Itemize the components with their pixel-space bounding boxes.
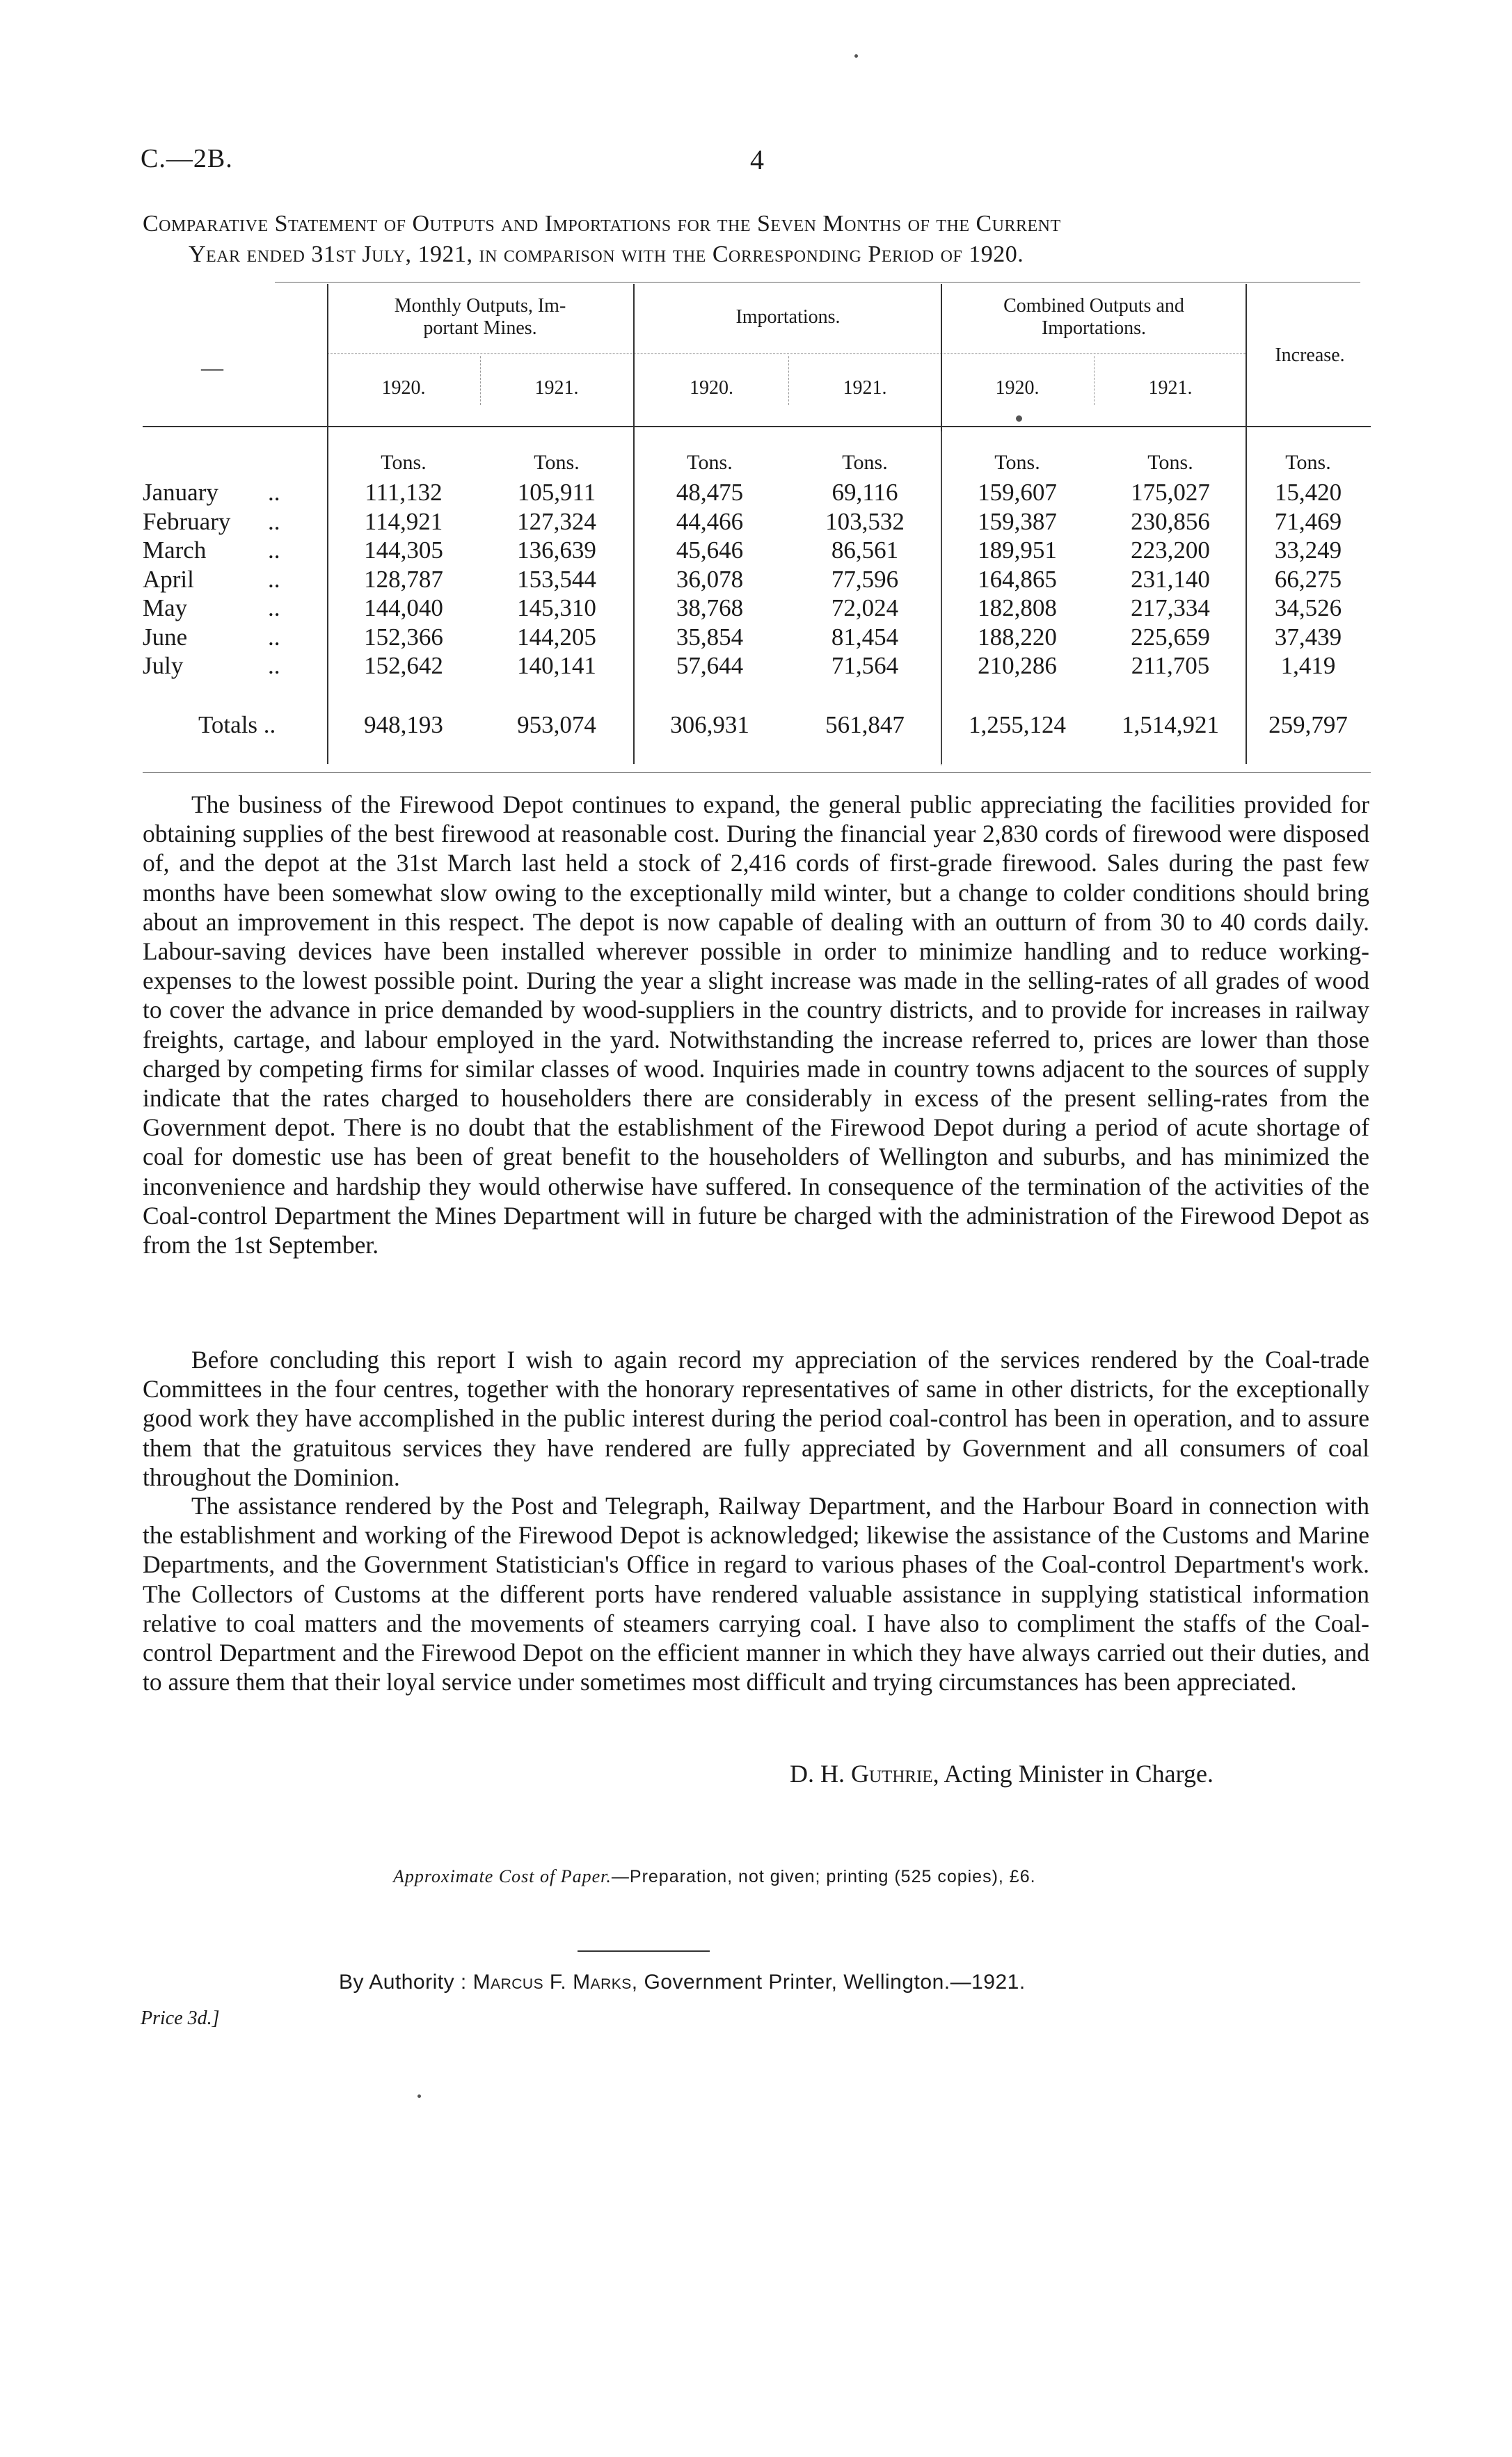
totals-cell: 561,847 [825, 711, 905, 738]
row-month: February [143, 507, 231, 535]
row-month: April [143, 565, 194, 593]
totals-cell: 953,074 [517, 711, 596, 738]
table-cell: 15,420 [1274, 479, 1342, 506]
table-cell: 144,205 [517, 623, 596, 651]
table-cell: 33,249 [1274, 536, 1342, 564]
table-title-line-2: Year ended 31st July, 1921, in comparison with the Corresponding Period of 1920. [189, 241, 1024, 267]
year-header: 1920. [381, 377, 426, 399]
year-divider-3 [1094, 356, 1095, 405]
row-month: May [143, 594, 188, 621]
table-cell: 175,027 [1131, 479, 1210, 506]
unit-label: Tons. [534, 451, 580, 474]
row-month: July [143, 652, 184, 679]
table-cell: 127,324 [517, 507, 596, 535]
table-cell: 188,220 [978, 623, 1057, 651]
page-number: 4 [750, 144, 764, 175]
table-bottom-rule [143, 772, 1371, 773]
table-cell: 153,544 [517, 565, 596, 593]
table-cell: 128,787 [364, 565, 443, 593]
table-cell: 1,419 [1280, 652, 1336, 679]
cost-note-label: Approximate Cost of Paper. [393, 1866, 612, 1886]
totals-cell: 306,931 [670, 711, 749, 738]
table-cell: 81,454 [831, 623, 899, 651]
group-sub-rule [327, 353, 1246, 354]
table-cell: 159,387 [978, 507, 1057, 535]
body-paragraph: Before concluding this report I wish to again record my appreciation of the services rendered by the Coal-trade Committees in the four centres, together with the honorary representatives of same in other districts, for the exceptionally good work they have accomplished in the public interest during the period coal-control has been in operation, and to assure them that the gratuitous services they have rendered are fully appreciated by Government and all consumers of coal throughout the Dominion. [143, 1346, 1369, 1491]
table-cell: 69,116 [831, 479, 898, 506]
printer-imprint [339, 1971, 1026, 1994]
unit-label: Tons. [1147, 451, 1193, 474]
totals-cell: 1,514,921 [1122, 711, 1219, 738]
table-cell: 105,911 [517, 479, 596, 506]
totals-cell: 948,193 [364, 711, 443, 738]
table-cell: 164,865 [978, 565, 1057, 593]
cost-note [393, 1866, 1036, 1887]
stub-header: — [201, 355, 223, 380]
signature-initials: D. H. [790, 1760, 845, 1788]
group-header-importations [637, 306, 939, 328]
year-header: 1920. [690, 377, 733, 399]
group-header-combined-line1: Combined Outputs and [1003, 295, 1184, 317]
table-cell: 86,561 [831, 536, 899, 564]
table-cell: 72,024 [831, 594, 899, 621]
print-speck [854, 54, 858, 58]
table-cell: 152,642 [364, 652, 443, 679]
signature-role: , Acting Minister in Charge. [932, 1760, 1213, 1788]
table-cell: 231,140 [1131, 565, 1210, 593]
table-cell: 66,275 [1274, 565, 1342, 593]
table-cell: 37,439 [1274, 623, 1342, 651]
imprint-suffix: , Government Printer, Wellington.—1921. [631, 1971, 1026, 1994]
table-cell: 159,607 [978, 479, 1057, 506]
table-cell: 57,644 [676, 652, 744, 679]
row-leader-dots: .. [268, 652, 280, 679]
table-cell: 189,951 [978, 536, 1057, 564]
year-header: 1921. [534, 377, 579, 399]
row-leader-dots: .. [268, 479, 280, 506]
table-cell: 114,921 [364, 507, 443, 535]
unit-label: Tons. [842, 451, 888, 474]
table-cell: 144,305 [364, 536, 443, 564]
unit-label: Tons. [994, 451, 1040, 474]
table-cell: 211,705 [1131, 652, 1210, 679]
table-cell: 210,286 [978, 652, 1057, 679]
unit-label: Tons. [687, 451, 733, 474]
totals-label: Totals .. [198, 711, 276, 738]
year-header: 1921. [843, 377, 887, 399]
unit-label: Tons. [1285, 451, 1331, 474]
year-header: 1920. [995, 377, 1040, 399]
table-cell: 44,466 [676, 507, 744, 535]
table-cell: 45,646 [676, 536, 744, 564]
group-header-outputs-line1: Monthly Outputs, Im- [394, 295, 566, 317]
table-cell: 223,200 [1131, 536, 1210, 564]
table-cell: 103,532 [825, 507, 905, 535]
table-cell: 225,659 [1131, 623, 1210, 651]
totals-cell: 1,255,124 [969, 711, 1066, 738]
table-title [143, 209, 1374, 270]
row-leader-dots: .. [268, 623, 280, 651]
table-cell: 217,334 [1131, 594, 1210, 621]
group-header-combined-line2: Importations. [1041, 317, 1147, 339]
unit-label: Tons. [381, 451, 427, 474]
imprint-printer: Marcus F. Marks [472, 1971, 632, 1994]
table-top-rule [275, 282, 1360, 283]
table-cell: 230,856 [1131, 507, 1210, 535]
group-header-outputs [331, 295, 630, 340]
group-header-outputs-line2: portant Mines. [423, 317, 537, 339]
table-cell: 71,469 [1274, 507, 1342, 535]
row-leader-dots: .. [268, 507, 280, 535]
imprint-prefix: By Authority : [339, 1971, 467, 1994]
increase-header: Increase. [1275, 344, 1345, 366]
print-speck [1016, 415, 1022, 422]
year-header: 1921. [1148, 377, 1193, 399]
totals-cell: 259,797 [1268, 711, 1348, 738]
year-divider-2 [788, 356, 789, 405]
table-cell: 111,132 [365, 479, 443, 506]
body-paragraph: The business of the Firewood Depot continues to expand, the general public appreciating the facilities provided for obtaining supplies of the best firewood at reasonable cost. During the financial year 2,830 cords of firewood were disposed of, and the depot at the 31st March last held a stock of 2,416 cords of first-grade firewood. Sales during the past few months have been somewhat slow owing to the exceptionally mild winter, but a change to colder conditions should bring about an improvement in this respect. The depot is now capable of dealing with an outturn of from 30 to 40 cords daily. Labour-saving devices have been installed wherever possible in order to minimize handling and to reduce working-expenses to the lowest possible point. During the year a slight increase was made in the selling-rates of all grades of wood to cover the advance in price demanded by wood-suppliers in the country districts, and to provide for increases in railway freights, cartage, and labour employed in the yard. Notwithstanding the increase referred to, prices are lower than those charged by competing firms for similar classes of wood. Inquiries made in country towns adjacent to the sources of supply indicate that the rates charged to householders there are considerably in excess of the present selling-rates from the Government depot. There is no doubt that the establishment of the Firewood Depot during a period of acute shortage of coal for domestic use has been of great benefit to the householders of Wellington and suburbs, and has minimized the inconvenience and hardship they would otherwise have suffered. In consequence of the termination of the activities of the Coal-control Department the Mines Department will in future be charged with the administration of the Firewood Depot as from the 1st September. [143, 790, 1369, 1259]
footer-rule [578, 1950, 710, 1952]
price-note: Price 3d.] [141, 2007, 220, 2029]
table-cell: 144,040 [364, 594, 443, 621]
table-cell: 71,564 [831, 652, 899, 679]
row-leader-dots: .. [268, 536, 280, 564]
table-title-line-1: Comparative Statement of Outputs and Importations for the Seven Months of the Current [143, 211, 1061, 237]
table-cell: 152,366 [364, 623, 443, 651]
table-cell: 136,639 [517, 536, 596, 564]
document-reference: C.—2B. [141, 144, 233, 173]
body-paragraph: The assistance rendered by the Post and Telegraph, Railway Department, and the Harbour Board in connection with the establishment and working of the Firewood Depot is acknowledged; likewise the assistance of the Customs and Marine Departments, and the Government Statistician's Office in regard to various phases of the Coal-control Department's work. The Collectors of Customs at the different ports have rendered valuable assistance in supplying statistical information relative to coal matters and the movements of steamers carrying coal. I have also to compliment the staffs of the Coal-control Department and the Firewood Depot on the efficient manner in which they have always carried out their duties, and to assure them that their loyal service under sometimes most difficult and trying circumstances has been appreciated. [143, 1492, 1369, 1696]
row-month: June [143, 623, 188, 651]
signature-line [790, 1759, 1213, 1788]
group-header-importations-line1: Importations. [735, 306, 841, 328]
signature-surname: Guthrie [851, 1760, 933, 1788]
table-cell: 145,310 [517, 594, 596, 621]
row-leader-dots: .. [268, 594, 280, 621]
table-cell: 77,596 [831, 565, 899, 593]
row-month: January [143, 479, 218, 506]
table-cell: 182,808 [978, 594, 1057, 621]
cost-note-text: —Preparation, not given; printing (525 copies), £6. [611, 1867, 1036, 1886]
row-leader-dots: .. [268, 565, 280, 593]
print-speck [417, 2094, 421, 2098]
table-cell: 38,768 [676, 594, 744, 621]
table-cell: 35,854 [676, 623, 744, 651]
table-cell: 140,141 [517, 652, 596, 679]
year-divider-1 [480, 356, 481, 405]
table-cell: 48,475 [676, 479, 744, 506]
table-cell: 36,078 [676, 565, 744, 593]
table-cell: 34,526 [1274, 594, 1342, 621]
group-header-combined [944, 295, 1243, 340]
row-month: March [143, 536, 207, 564]
